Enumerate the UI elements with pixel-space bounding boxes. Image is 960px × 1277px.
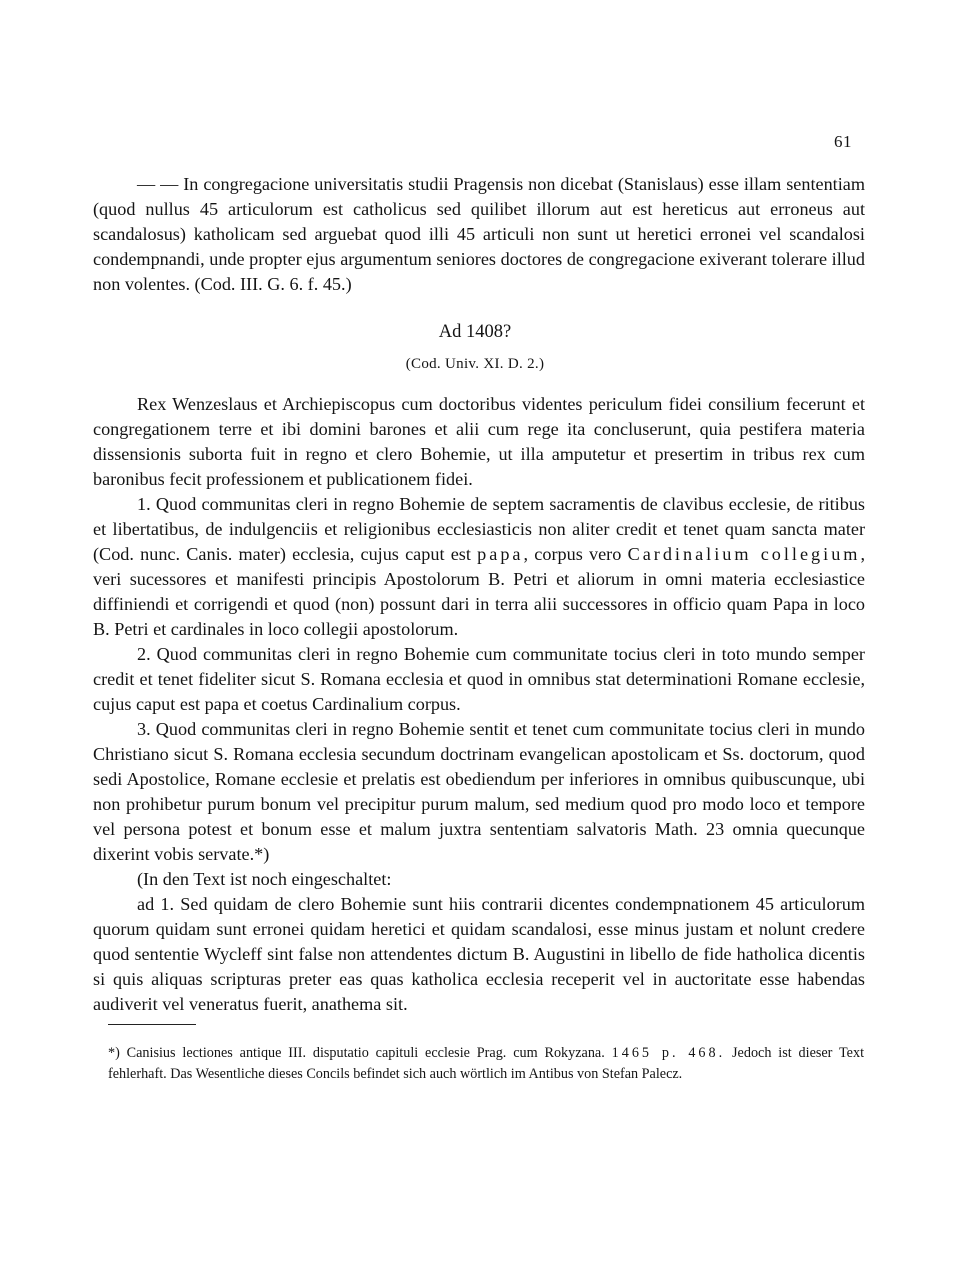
item1-papa: papa — [477, 544, 524, 564]
intro-paragraph: — — In congregacione universitatis studii Pragensis non dicebat (Stanislaus) esse illam sententiam (quod nullus 45 articulorum est catholicus sed quilibet illorum aut est hereticus aut erroneus aut scandalosus) katholicam sed arguebat quod illi 45 articuli non sunt ut heretici erronei vel scandalosi condempnandi, unde propter ejus argumentum seniores doctores de congregacione exiverant tolerare illud non volentes. (Cod. III. G. 6. f. 45.) — [93, 174, 865, 294]
main-text-block — [93, 392, 865, 1017]
page-number: 61 — [834, 132, 852, 151]
paragraph-item-1 — [93, 492, 865, 642]
intro-paragraph-block — [93, 172, 865, 297]
footnote-part-a: *) Canisius lectiones antique III. disputatio capituli ecclesie Prag. cum Rokyzana. — [108, 1045, 605, 1061]
item1-part-a: 1. Quod communitas cleri in regno Bohemie de septem sacramentis de clavibus ecclesie, de ritibus et libertatibus, de indulgenciis et religionibus ecclesiasticis non aliter credit et tenet quam sancta mater (Cod. nunc. Canis. mater) ecclesia, cujus caput est — [93, 494, 865, 564]
footnote-part-b: Jedoch ist dieser Text fehlerhaft. Das Wesentliche dieses Concils befindet sich auch wörtlich im Antibus von Stefan Palecz. — [108, 1045, 865, 1082]
paragraph-item-2: 2. Quod communitas cleri in regno Bohemie cum communitate tocius cleri in toto mundo semper credit et tenet fideliter sicut S. Romana ecclesia et quod in omnibus stat determinationi Romane ecclesie, cujus caput est papa et coetus Cardinalium corpus. — [93, 644, 865, 714]
footnote-text — [108, 1043, 864, 1085]
paragraph-ad-1: ad 1. Sed quidam de clero Bohemie sunt hiis contrarii dicentes condempnationem 45 articulorum quorum quidam sunt erronei quidam heretici et quidam scandalosi, esse minus justam et nolunt credere quod sententie Wycleff sint false non attendentes dictum B. Augustini in libello de fide hatholica dicentis si quis aliquas scripturas preter eas quas katholica ecclesia receperit vel in auctoritate esse habendas audiverit vel veneratus fuerit, anathema sit. — [93, 894, 865, 1014]
item1-cardinalium: Cardinalium collegium — [627, 544, 861, 564]
item1-part-c: , veri sucessores et manifesti principis Apostolorum B. Petri et aliorum in omni materia ecclesiastice diffiniendi et corrigendi et quod (non) possunt dari in terra alii successores in officio quam Papa in loco B. Petri et cardinales in loco collegii apostolorum. — [93, 544, 865, 639]
footnote-rule — [108, 1024, 196, 1025]
footnote-ref: 1465 p. 468. — [611, 1045, 726, 1061]
paragraph-inserted-note: (In den Text ist noch eingeschaltet: — [137, 869, 392, 889]
paragraph-rex: Rex Wenzeslaus et Archiepiscopus cum doctoribus videntes periculum fidei consilium fecerunt et congregationem terre et ibi domini barones et alii cum rege ita concluserunt, quia pestifera materia dissensionis suborta fuit in regno et clero Bohemie, ut illa amputetur et presertim in tribus rex cum baronibus fecit professionem et publicationem fidei. — [93, 394, 865, 489]
paragraph-item-3: 3. Quod communitas cleri in regno Bohemie sentit et tenet cum communitate tocius cleri in mundo Christiano sicut S. Romana ecclesia secundum doctrinam evangelican apostolicam et Ss. doctorum, quod sedi Apostolice, Romane ecclesie et prelatis est obediendum per inferiores in omnibus quibuscunque, ubi non prohibetur purum bonum vel precipitur purum malum, sed medium quod pro modo loco et tempore vel persona potest et bonum esse et malum juxtra sententiam salvatoris Math. 23 omnia quecunque dixerint vobis servate.*) — [93, 719, 865, 864]
footnote — [108, 1043, 864, 1085]
item1-part-b: , corpus vero — [523, 544, 622, 564]
source-note: (Cod. Univ. XI. D. 2.) — [405, 356, 545, 372]
section-heading: Ad 1408? — [438, 322, 512, 342]
